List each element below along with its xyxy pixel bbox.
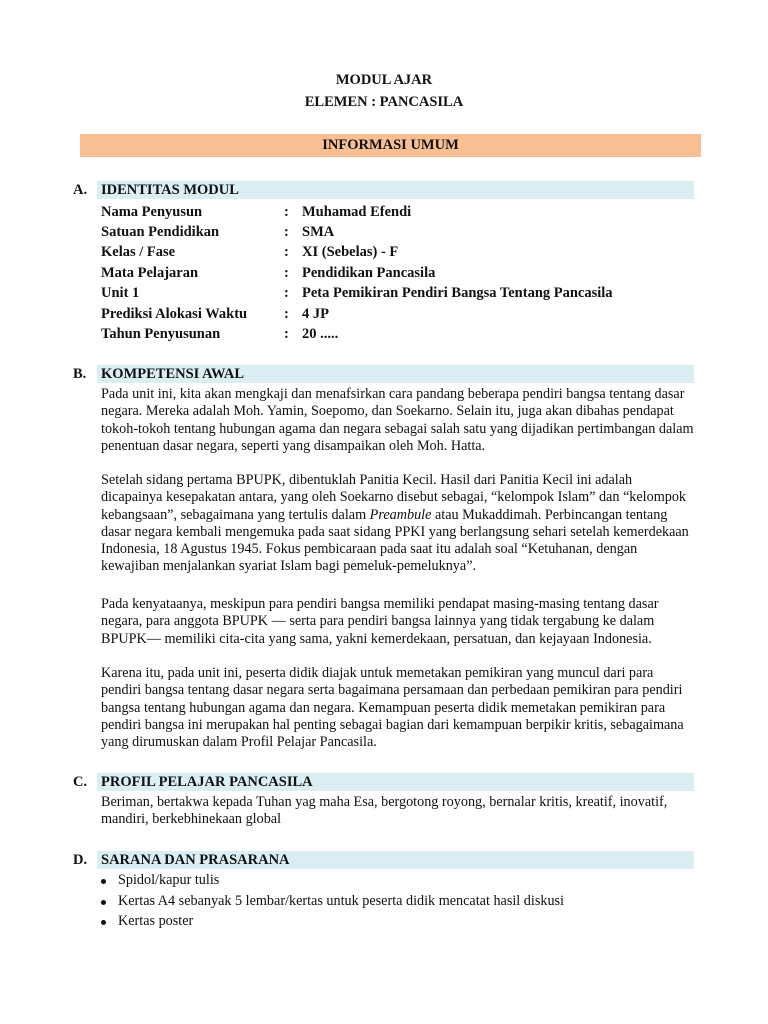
list-item-text: Spidol/kapur tulis — [118, 872, 220, 888]
identity-label: Satuan Pendidikan — [101, 224, 220, 240]
bullet-icon — [101, 900, 106, 905]
module-title: MODUL AJAR — [335, 72, 433, 88]
paragraph-text: Karena itu, pada unit ini, peserta didik diajak untuk memetakan pemikiran yang muncul dari para pendiri bangsa tentang dasar negara serta bagaimana persamaan dan perbedaan pemikiran para pendiri bangsa tentang hubungan agama dan negara. Kemampuan peserta didik memetakan pemikiran para pendiri bangsa ini merupakan hal penting sebagai bagian dari kemampuan berpikir kritis, sebagaimana yang dirumuskan dalam Profil Pelajar Pancasila. — [101, 665, 684, 751]
identity-colon: : — [284, 306, 289, 322]
identity-value: Pendidikan Pancasila — [302, 265, 436, 281]
identity-row — [101, 242, 701, 262]
section-a-title: IDENTITAS MODUL — [101, 182, 239, 198]
paragraph — [101, 386, 697, 455]
identity-label: Prediksi Alokasi Waktu — [101, 306, 248, 322]
identity-colon: : — [284, 265, 289, 281]
info-banner: INFORMASI UMUM — [80, 134, 701, 157]
section-c-title: PROFIL PELAJAR PANCASILA — [101, 774, 313, 790]
identity-row — [101, 222, 701, 242]
list-item-text: Kertas A4 sebanyak 5 lembar/kertas untuk peserta didik mencatat hasil diskusi — [118, 893, 564, 909]
bullet-icon — [101, 879, 106, 884]
section-c-letter: C. — [73, 774, 88, 790]
identity-label: Mata Pelajaran — [101, 265, 199, 281]
module-subtitle: ELEMEN : PANCASILA — [304, 94, 464, 110]
section-c-heading — [73, 773, 694, 791]
identity-row — [101, 283, 701, 303]
identity-label: Nama Penyusun — [101, 204, 203, 220]
identity-row — [101, 202, 701, 222]
section-a-letter: A. — [73, 182, 88, 198]
list-item-text: Kertas poster — [118, 913, 194, 929]
identity-colon: : — [284, 285, 289, 301]
section-a-heading — [73, 181, 694, 199]
identity-value: Muhamad Efendi — [302, 204, 412, 220]
section-d-title: SARANA DAN PRASARANA — [101, 852, 290, 868]
paragraph-text: Beriman, bertakwa kepada Tuhan yag maha Esa, bergotong royong, bernalar kritis, kreatif, inovatif, mandiri, berkebhinekaan global — [101, 794, 668, 828]
section-b-title: KOMPETENSI AWAL — [101, 366, 245, 382]
identity-colon: : — [284, 244, 289, 260]
italic-term: Preambule — [369, 506, 432, 523]
paragraph-segment: Setelah sidang pertama BPUPK, dibentuklah Panitia Kecil. Hasil dari Panitia Kecil ini adalah dicapainya kesepakatan antara, yang oleh Soekarno disebut sebagai, “kelompok Islam” dan “kelompok kebangsaan”, sebagaimana yang tertulis dalam — [101, 472, 687, 523]
paragraph — [101, 472, 697, 576]
paragraph — [101, 794, 697, 829]
identity-colon: : — [284, 224, 289, 240]
identity-value: 20 ..... — [302, 326, 339, 342]
identity-row — [101, 324, 701, 344]
identity-row — [101, 263, 701, 283]
identity-colon: : — [284, 326, 289, 342]
section-d-letter: D. — [73, 852, 88, 868]
section-d-heading — [73, 851, 694, 869]
section-b-letter: B. — [73, 366, 87, 382]
paragraph-text: Pada kenyataanya, meskipun para pendiri bangsa memiliki pendapat masing-masing tentang dasar negara, para anggota BPUPK — serta para pendiri bangsa lainnya yang tidak tergabung ke dalam BPUPK— memiliki cita-cita yang sama, yakni kemerdekaan, persatuan, dan kejayaan Indonesia. — [101, 596, 659, 647]
identity-colon: : — [284, 204, 289, 220]
paragraph — [101, 665, 697, 751]
identity-label: Tahun Penyusunan — [101, 326, 221, 342]
section-b-heading — [73, 365, 694, 383]
identity-label: Unit 1 — [101, 285, 140, 301]
identity-row — [101, 304, 701, 324]
identity-label: Kelas / Fase — [101, 244, 176, 260]
identity-value: 4 JP — [302, 306, 329, 322]
paragraph-text — [101, 472, 697, 576]
paragraph-text: Pada unit ini, kita akan mengkaji dan menafsirkan cara pandang beberapa pendiri bangsa tentang dasar negara. Mereka adalah Moh. Yamin, Soepomo, dan Soekarno. Selain itu, juga akan dibahas pendapat tokoh-tokoh tentang hubungan agama dan negara sebagai salah satu yang dijadikan pertimbangan dalam penentuan dasar negara, seperti yang disampaikan oleh Moh. Hatta. — [101, 386, 694, 454]
bullet-icon — [101, 920, 106, 925]
paragraph-segment: atau Mukaddimah. Perbincangan tentang dasar negara kembali mengemuka pada saat sidang PPKI yang berlangsung sehari setelah kemerdekaan Indonesia, 18 Agustus 1945. Fokus pembicaraan pada saat itu adalah soal “Ketuhanan, dengan kewajiban menjalankan syariat Islam bagi pemeluk-pemeluknya”. — [101, 506, 689, 575]
identity-value: Peta Pemikiran Pendiri Bangsa Tentang Pancasila — [302, 285, 613, 301]
identity-value: XI (Sebelas) - F — [302, 244, 399, 260]
identity-value: SMA — [302, 224, 335, 240]
paragraph — [101, 596, 697, 648]
